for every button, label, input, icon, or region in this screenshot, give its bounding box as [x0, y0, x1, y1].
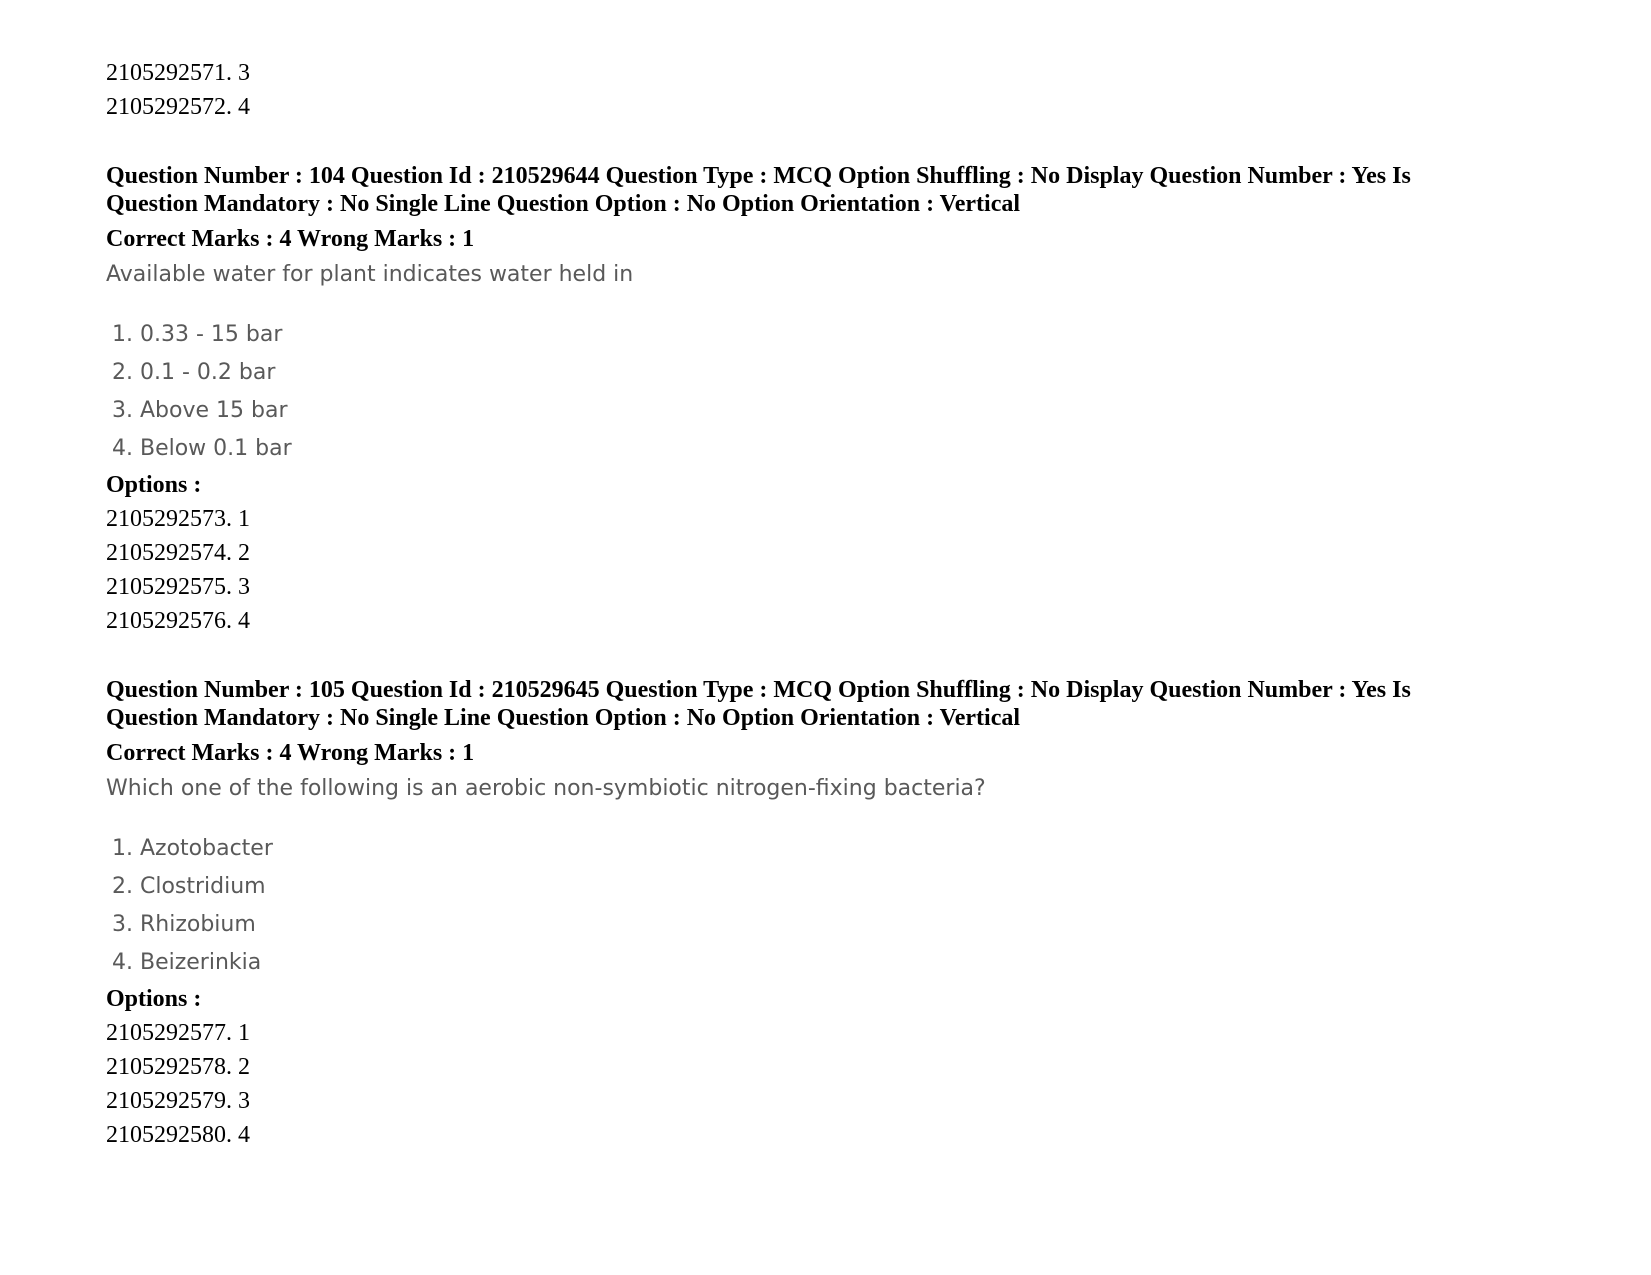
option-id-list [106, 1016, 1606, 1152]
question-text: Available water for plant indicates water held in [106, 262, 634, 287]
option-id-line: 2105292577. 1 [106, 1020, 250, 1046]
option-id-line: 2105292576. 4 [106, 608, 250, 634]
question-meta-line: Question Number : 105 Question Id : 210529645 Question Type : MCQ Option Shuffling : No Display Question Number : Yes Is [106, 677, 1411, 703]
question-meta-line: Question Number : 104 Question Id : 210529644 Question Type : MCQ Option Shuffling : No Display Question Number : Yes Is [106, 163, 1411, 189]
question-meta-line: Question Mandatory : No Single Line Question Option : No Option Orientation : Vertical [106, 191, 1021, 217]
options-label: Options : [106, 472, 202, 498]
question-block-105 [106, 676, 1606, 1152]
choice-item: 2. 0.1 - 0.2 bar [112, 360, 276, 385]
option-id-line: 2105292573. 1 [106, 506, 250, 532]
option-id-line: 2105292580. 4 [106, 1122, 250, 1148]
choice-item: 1. Azotobacter [112, 836, 273, 861]
question-block-104 [106, 162, 1606, 638]
question-text: Which one of the following is an aerobic non-symbiotic nitrogen-fixing bacteria? [106, 776, 986, 801]
choice-item: 4. Below 0.1 bar [112, 436, 292, 461]
choice-item: 3. Rhizobium [112, 912, 256, 937]
choice-item: 4. Beizerinkia [112, 950, 262, 975]
choice-item: 3. Above 15 bar [112, 398, 288, 423]
choice-list [106, 316, 1606, 468]
option-id-line: 2105292575. 3 [106, 574, 250, 600]
option-id-line: 2105292572. 4 [106, 94, 250, 120]
choice-item: 2. Clostridium [112, 874, 266, 899]
option-id-line: 2105292578. 2 [106, 1054, 250, 1080]
question-marks: Correct Marks : 4 Wrong Marks : 1 [106, 740, 475, 766]
options-label: Options : [106, 986, 202, 1012]
option-id-line: 2105292574. 2 [106, 540, 250, 566]
document-page [106, 56, 1606, 1152]
question-marks: Correct Marks : 4 Wrong Marks : 1 [106, 226, 475, 252]
option-id-list [106, 502, 1606, 638]
choice-list [106, 830, 1606, 982]
previous-options-list [106, 56, 1606, 124]
option-id-line: 2105292579. 3 [106, 1088, 250, 1114]
option-id-line: 2105292571. 3 [106, 60, 250, 86]
choice-item: 1. 0.33 - 15 bar [112, 322, 283, 347]
question-meta-line: Question Mandatory : No Single Line Question Option : No Option Orientation : Vertical [106, 705, 1021, 731]
